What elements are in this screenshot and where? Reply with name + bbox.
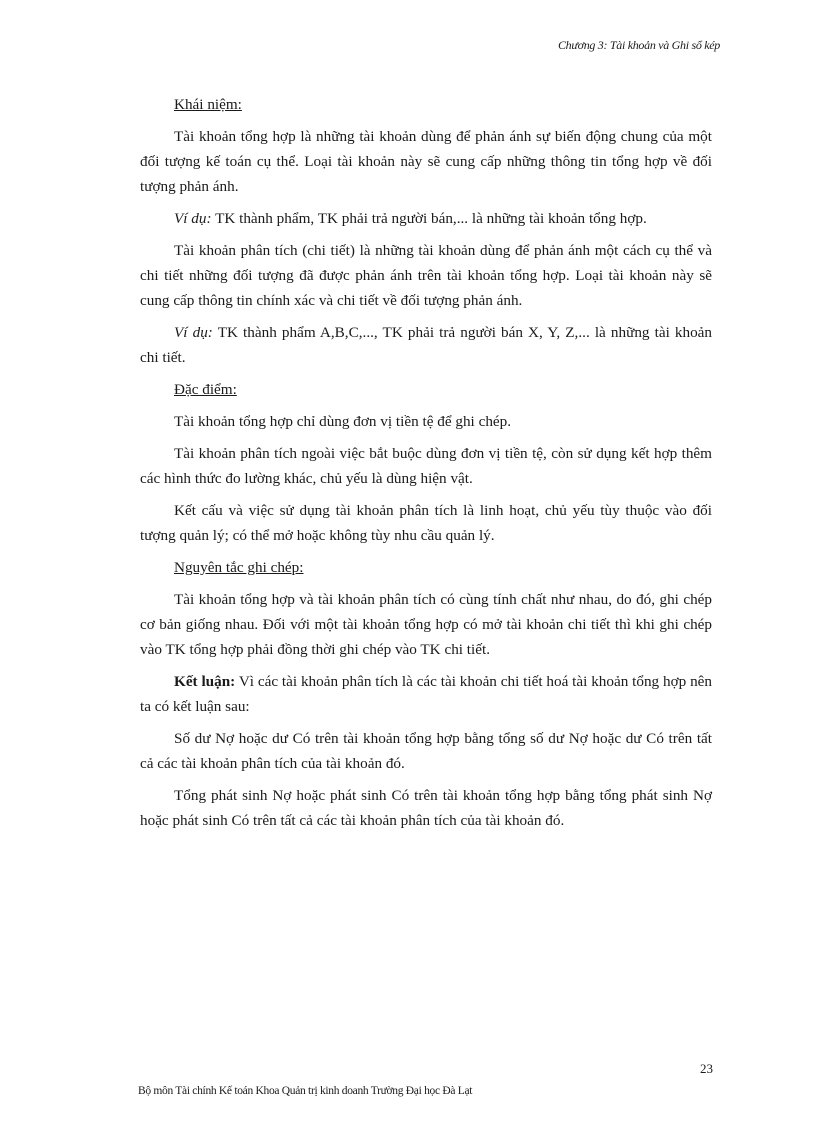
paragraph-detail-account: Tài khoản phân tích (chi tiết) là những tài khoản dùng để phản ánh một cách cụ thể và chi tiết những đối tượng đã được phản ánh trên tài khoản tổng hợp. Loại tài khoản này sẽ cung cấp thông tin chính xác và chi tiết về đối tượng phản ánh. [140, 242, 712, 309]
paragraph-principles: Tài khoản tổng hợp và tài khoản phân tích có cùng tính chất như nhau, do đó, ghi chép cơ bản giống nhau. Đối với một tài khoản tổng hợp có mở tài khoản chi tiết thì khi ghi chép vào TK tổng hợp phải đồng thời ghi chép vào TK chi tiết. [140, 591, 712, 658]
example-label: Ví dụ: [174, 210, 212, 227]
paragraph-balance-rule: Số dư Nợ hoặc dư Có trên tài khoản tổng hợp bằng tổng số dư Nợ hoặc dư Có trên tất cả các tài khoản phân tích của tài khoản đó. [140, 730, 712, 772]
example-text: TK thành phẩm, TK phải trả người bán,... là những tài khoản tổng hợp. [215, 210, 647, 227]
heading-concept: Khái niệm: [174, 96, 242, 113]
running-footer: Bộ môn Tài chính Kế toán Khoa Quản trị kinh doanh Trường Đại học Đà Lạt [138, 1085, 473, 1097]
conclusion-label: Kết luận: [174, 673, 236, 690]
conclusion-text: Vì các tài khoản phân tích là các tài khoản chi tiết hoá tài khoản tổng hợp nên ta có kết luận sau: [140, 673, 712, 715]
paragraph-conclusion [140, 669, 712, 719]
page-number: 23 [700, 1061, 713, 1076]
page-body [140, 92, 712, 840]
paragraph-feature-2: Tài khoản phân tích ngoài việc bắt buộc dùng đơn vị tiền tệ, còn sử dụng kết hợp thêm các hình thức đo lường khác, chủ yếu là dùng hiện vật. [140, 445, 712, 487]
heading-principles: Nguyên tắc ghi chép: [174, 559, 304, 576]
paragraph-turnover-rule: Tổng phát sinh Nợ hoặc phát sinh Có trên tài khoản tổng hợp bằng tổng phát sinh Nợ hoặc phát sinh Có trên tất cả các tài khoản phân tích của tài khoản đó. [140, 787, 712, 829]
running-header: Chương 3: Tài khoản và Ghi sổ kép [557, 38, 720, 52]
example-label: Ví dụ: [174, 324, 213, 341]
paragraph-feature-3: Kết cấu và việc sử dụng tài khoản phân tích là linh hoạt, chủ yếu tùy thuộc vào đối tượng quản lý; có thể mở hoặc không tùy nhu cầu quản lý. [140, 502, 712, 544]
example-text: TK thành phẩm A,B,C,..., TK phải trả người bán X, Y, Z,... là những tài khoản chi tiết. [140, 324, 713, 366]
example-general-account [140, 206, 712, 231]
paragraph-feature-1: Tài khoản tổng hợp chỉ dùng đơn vị tiền tệ để ghi chép. [174, 413, 512, 430]
example-detail-account [140, 320, 712, 370]
paragraph-general-account: Tài khoản tổng hợp là những tài khoản dùng để phản ánh sự biến động chung của một đối tượng kế toán cụ thể. Loại tài khoản này sẽ cung cấp những thông tin tổng hợp về đối tượng phản ánh. [140, 128, 712, 195]
heading-features: Đặc điểm: [174, 381, 237, 398]
